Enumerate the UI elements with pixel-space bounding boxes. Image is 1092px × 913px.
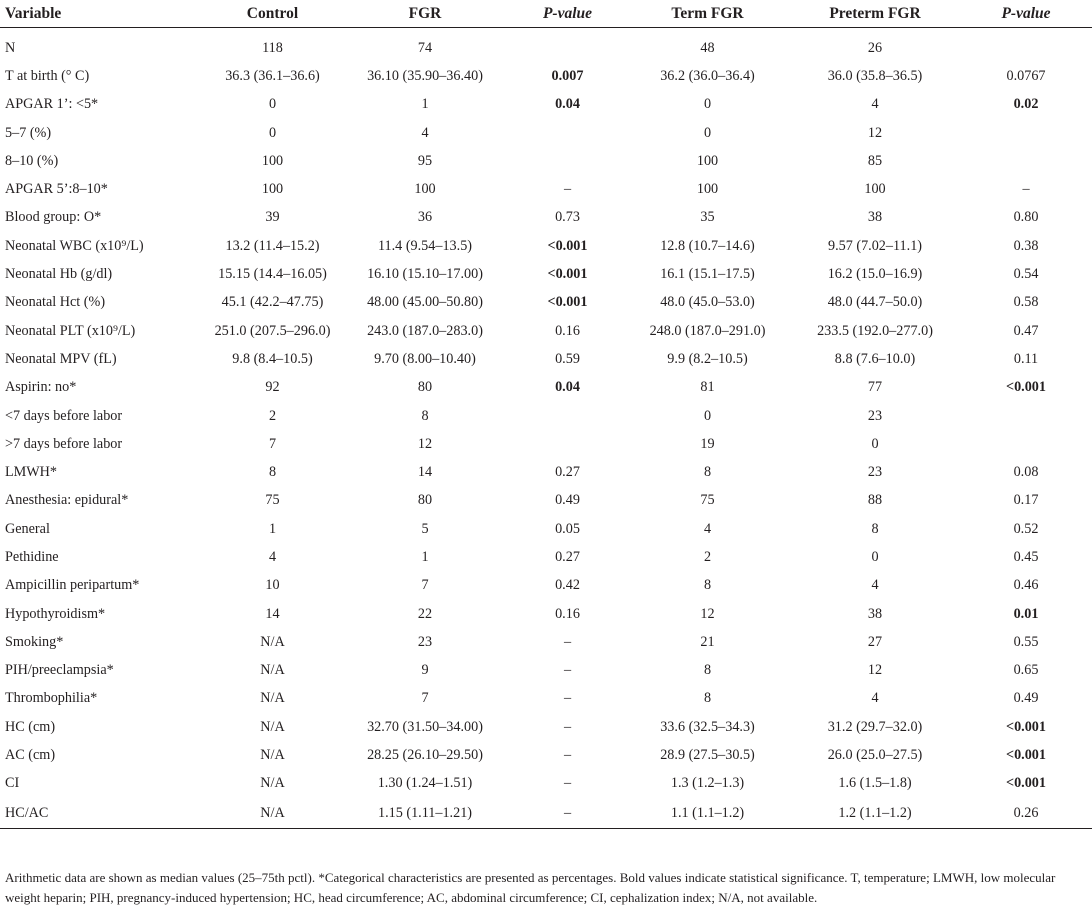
variable-cell: General xyxy=(5,520,50,537)
term-fgr-cell: 8 xyxy=(703,690,712,707)
table-row xyxy=(0,572,1092,600)
term-fgr-cell: 100 xyxy=(696,181,719,198)
term-fgr-cell: 28.9 (27.5–30.5) xyxy=(660,747,755,764)
p-value-2-cell xyxy=(960,430,1092,458)
fgr-cell: 1.15 (1.11–1.21) xyxy=(340,798,510,829)
preterm-fgr-cell: 8 xyxy=(871,520,879,537)
preterm-fgr-cell: 38 xyxy=(867,209,883,226)
term-fgr-cell: 2 xyxy=(703,548,712,565)
variable-cell: PIH/preeclampsia* xyxy=(5,662,114,679)
preterm-fgr-cell: 100 xyxy=(864,181,886,198)
p-value-cell xyxy=(510,147,625,175)
term-fgr-cell: 35 xyxy=(700,209,715,226)
preterm-fgr-cell: 88 xyxy=(867,492,883,509)
table-row xyxy=(0,430,1092,458)
preterm-fgr-cell: 0 xyxy=(871,548,879,565)
p-value-2-cell: 0.55 xyxy=(1013,633,1039,650)
p-value-2-cell: 0.58 xyxy=(1013,294,1039,311)
header-term-fgr: Term FGR xyxy=(625,0,790,28)
table-header xyxy=(0,0,1092,28)
p-value-cell: <0.001 xyxy=(547,266,588,283)
variable-cell: Ampicillin peripartum* xyxy=(5,577,140,594)
table-row xyxy=(0,317,1092,345)
p-value-2-cell: 0.54 xyxy=(1013,266,1039,283)
variable-cell: Neonatal WBC (x10⁹/L) xyxy=(5,237,144,254)
fgr-cell: 74 xyxy=(417,39,433,56)
p-value-2-cell xyxy=(960,28,1092,63)
preterm-fgr-cell: 16.2 (15.0–16.9) xyxy=(827,266,923,283)
control-cell: N/A xyxy=(260,662,285,679)
control-cell: N/A xyxy=(260,690,285,707)
preterm-fgr-cell: 4 xyxy=(871,690,879,707)
control-cell: 2 xyxy=(268,407,277,424)
preterm-fgr-cell: 12 xyxy=(867,662,883,679)
variable-cell: Aspirin: no* xyxy=(5,379,77,396)
term-fgr-cell: 21 xyxy=(700,633,715,650)
preterm-fgr-cell: 1.2 (1.1–1.2) xyxy=(790,798,960,829)
preterm-fgr-cell: 31.2 (29.7–32.0) xyxy=(827,718,923,735)
term-fgr-cell: 81 xyxy=(700,379,715,396)
control-cell: 39 xyxy=(265,209,280,226)
header-p-value-1 xyxy=(510,0,625,28)
variable-cell: Thrombophilia* xyxy=(5,690,98,707)
p-value-2-cell: 0.26 xyxy=(960,798,1092,829)
variable-cell: Smoking* xyxy=(5,633,64,650)
p-value-cell: – xyxy=(563,775,572,792)
variable-cell: Neonatal PLT (x10⁹/L) xyxy=(5,322,136,339)
p-value-cell xyxy=(510,28,625,63)
preterm-fgr-cell: 36.0 (35.8–36.5) xyxy=(827,67,923,84)
preterm-fgr-cell: 4 xyxy=(871,577,879,594)
p-value-cell: 0.16 xyxy=(555,322,580,339)
variable-cell: Hypothyroidism* xyxy=(5,605,106,622)
preterm-fgr-cell: 23 xyxy=(867,464,883,481)
control-cell: 10 xyxy=(265,577,280,594)
variable-cell: Neonatal MPV (fL) xyxy=(5,350,117,367)
p-value-2-cell: <0.001 xyxy=(1005,775,1046,792)
term-fgr-cell: 9.9 (8.2–10.5) xyxy=(667,350,748,367)
header-variable: Variable xyxy=(0,0,205,28)
table-row xyxy=(0,62,1092,90)
p-value-2-cell: 0.0767 xyxy=(1006,67,1046,84)
variable-cell: HC (cm) xyxy=(5,718,56,735)
table-row xyxy=(0,770,1092,798)
variable-cell: LMWH* xyxy=(5,464,58,481)
term-fgr-cell: 16.1 (15.1–17.5) xyxy=(660,266,755,283)
header-p-value-1-text: P-value xyxy=(542,4,593,22)
preterm-fgr-cell: 1.6 (1.5–1.8) xyxy=(838,775,912,792)
header-p-value-2 xyxy=(960,0,1092,28)
preterm-fgr-cell: 77 xyxy=(867,379,883,396)
table-row xyxy=(0,713,1092,741)
fgr-cell: 4 xyxy=(421,124,429,141)
fgr-cell: 243.0 (187.0–283.0) xyxy=(367,322,483,339)
fgr-cell: 7 xyxy=(421,690,429,707)
p-value-cell: – xyxy=(510,798,625,829)
p-value-cell: 0.42 xyxy=(555,577,580,594)
preterm-fgr-cell: 26 xyxy=(867,39,883,56)
table-row xyxy=(0,402,1092,430)
p-value-2-cell: 0.45 xyxy=(1013,548,1039,565)
fgr-cell: 80 xyxy=(417,379,433,396)
variable-cell: Neonatal Hct (%) xyxy=(5,294,106,311)
p-value-2-cell xyxy=(960,402,1092,430)
variable-cell: CI xyxy=(5,775,20,792)
p-value-cell: – xyxy=(563,690,572,707)
p-value-cell xyxy=(510,430,625,458)
control-cell: 75 xyxy=(265,492,280,509)
p-value-cell: 0.59 xyxy=(555,350,580,367)
fgr-cell: 28.25 (26.10–29.50) xyxy=(367,747,483,764)
term-fgr-cell: 0 xyxy=(703,124,712,141)
p-value-cell xyxy=(510,119,625,147)
table-row xyxy=(0,147,1092,175)
p-value-cell: – xyxy=(563,747,572,764)
term-fgr-cell: 12 xyxy=(700,605,715,622)
p-value-cell: 0.05 xyxy=(555,520,580,537)
table-row xyxy=(0,487,1092,515)
p-value-cell: 0.73 xyxy=(555,209,580,226)
p-value-cell: <0.001 xyxy=(547,294,588,311)
variable-cell: N xyxy=(5,39,16,56)
term-fgr-cell: 12.8 (10.7–14.6) xyxy=(660,237,755,254)
term-fgr-cell: 36.2 (36.0–36.4) xyxy=(660,67,755,84)
control-cell: 251.0 (207.5–296.0) xyxy=(214,322,331,339)
term-fgr-cell: 48.0 (45.0–53.0) xyxy=(660,294,755,311)
fgr-cell: 80 xyxy=(417,492,433,509)
table-footnote: Arithmetic data are shown as median values (25–75th pctl). *Categorical characteristics are presented as percentages. Bold values indicate statistical significance. T, temperature; LMWH, low molecular weight heparin; PIH, pregnancy-induced hypertension; HC, head circumference; AC, abdominal circumference; CI, cephalization index; N/A, not available. xyxy=(5,870,1056,905)
control-cell: 0 xyxy=(268,124,277,141)
table-body xyxy=(0,28,1092,829)
table-row xyxy=(0,204,1092,232)
table-row xyxy=(0,345,1092,373)
p-value-2-cell: 0.08 xyxy=(1013,464,1039,481)
p-value-2-cell: 0.17 xyxy=(1013,492,1039,509)
preterm-fgr-cell: 8.8 (7.6–10.0) xyxy=(834,350,916,367)
variable-cell: <7 days before labor xyxy=(5,407,123,424)
table-row xyxy=(0,685,1092,713)
table-row xyxy=(0,91,1092,119)
preterm-fgr-cell: 12 xyxy=(867,124,883,141)
variable-cell: Pethidine xyxy=(5,548,59,565)
preterm-fgr-cell: 85 xyxy=(867,152,883,169)
fgr-cell: 9 xyxy=(421,662,429,679)
p-value-cell: – xyxy=(563,718,572,735)
variable-cell: T at birth (° C) xyxy=(5,67,90,84)
p-value-2-cell xyxy=(960,119,1092,147)
variable-cell: AC (cm) xyxy=(5,747,56,764)
p-value-cell: 0.04 xyxy=(555,96,580,113)
p-value-cell: – xyxy=(563,633,572,650)
term-fgr-cell: 1.1 (1.1–1.2) xyxy=(625,798,790,829)
p-value-2-cell: 0.49 xyxy=(1013,690,1039,707)
variable-cell: Anesthesia: epidural* xyxy=(5,492,129,509)
p-value-2-cell: <0.001 xyxy=(1005,379,1046,396)
control-cell: 0 xyxy=(268,96,277,113)
control-cell: 100 xyxy=(261,152,284,169)
fgr-cell: 23 xyxy=(417,633,433,650)
variable-cell: APGAR 5’:8–10* xyxy=(5,181,108,198)
control-cell: 45.1 (42.2–47.75) xyxy=(221,294,324,311)
fgr-cell: 48.00 (45.00–50.80) xyxy=(367,294,483,311)
variable-cell: APGAR 1’: <5* xyxy=(5,96,99,113)
p-value-2-cell xyxy=(960,147,1092,175)
term-fgr-cell: 8 xyxy=(703,577,712,594)
control-cell: 14 xyxy=(265,605,280,622)
fgr-cell: 7 xyxy=(421,577,429,594)
term-fgr-cell: 248.0 (187.0–291.0) xyxy=(649,322,766,339)
p-value-2-cell: 0.46 xyxy=(1013,577,1039,594)
preterm-fgr-cell: 38 xyxy=(867,605,883,622)
p-value-2-cell: <0.001 xyxy=(1005,747,1046,764)
p-value-2-cell: 0.01 xyxy=(1013,605,1039,622)
preterm-fgr-cell: 26.0 (25.0–27.5) xyxy=(827,747,923,764)
fgr-cell: 36.10 (35.90–36.40) xyxy=(367,67,483,84)
control-cell: 4 xyxy=(268,548,277,565)
p-value-cell: 0.27 xyxy=(555,548,580,565)
fgr-cell: 11.4 (9.54–13.5) xyxy=(377,237,473,254)
preterm-fgr-cell: 23 xyxy=(867,407,883,424)
p-value-2-cell: 0.80 xyxy=(1013,209,1039,226)
control-cell: 9.8 (8.4–10.5) xyxy=(232,350,313,367)
table-row xyxy=(0,515,1092,543)
control-cell: 13.2 (11.4–15.2) xyxy=(225,237,320,254)
term-fgr-cell: 1.3 (1.2–1.3) xyxy=(670,775,745,792)
fgr-cell: 8 xyxy=(421,407,429,424)
fgr-cell: 1 xyxy=(421,96,429,113)
term-fgr-cell: 0 xyxy=(703,96,712,113)
term-fgr-cell: 0 xyxy=(703,407,712,424)
table-row xyxy=(0,657,1092,685)
control-cell: 118 xyxy=(262,39,283,56)
preterm-fgr-cell: 233.5 (192.0–277.0) xyxy=(817,322,933,339)
table-row xyxy=(0,232,1092,260)
term-fgr-cell: 75 xyxy=(700,492,715,509)
header-control: Control xyxy=(205,0,340,28)
variable-cell: 5–7 (%) xyxy=(5,124,52,141)
preterm-fgr-cell: 48.0 (44.7–50.0) xyxy=(827,294,923,311)
fgr-cell: 22 xyxy=(417,605,433,622)
control-cell: N/A xyxy=(205,798,340,829)
p-value-cell: 0.27 xyxy=(555,464,580,481)
term-fgr-cell: 19 xyxy=(700,435,715,452)
term-fgr-cell: 48 xyxy=(700,39,715,56)
variable-cell: >7 days before labor xyxy=(5,435,123,452)
variable-cell: HC/AC xyxy=(0,798,205,829)
fgr-cell: 1.30 (1.24–1.51) xyxy=(377,775,473,792)
p-value-2-cell: 0.52 xyxy=(1013,520,1039,537)
preterm-fgr-cell: 0 xyxy=(871,435,879,452)
p-value-cell: – xyxy=(563,662,572,679)
fgr-cell: 36 xyxy=(417,209,433,226)
table-row xyxy=(0,289,1092,317)
p-value-2-cell: – xyxy=(1022,181,1030,198)
p-value-cell xyxy=(510,402,625,430)
table-row xyxy=(0,28,1092,63)
table-row xyxy=(0,260,1092,288)
fgr-cell: 95 xyxy=(417,152,433,169)
control-cell: 7 xyxy=(268,435,277,452)
control-cell: N/A xyxy=(260,633,285,650)
term-fgr-cell: 33.6 (32.5–34.3) xyxy=(660,718,755,735)
control-cell: 36.3 (36.1–36.6) xyxy=(225,67,320,84)
preterm-fgr-cell: 9.57 (7.02–11.1) xyxy=(827,237,923,254)
header-p-value-2-text: P-value xyxy=(1001,4,1051,22)
term-fgr-cell: 8 xyxy=(703,662,712,679)
term-fgr-cell: 8 xyxy=(703,464,712,481)
p-value-cell: – xyxy=(563,181,572,198)
preterm-fgr-cell: 4 xyxy=(871,96,879,113)
control-cell: N/A xyxy=(260,775,285,792)
term-fgr-cell: 4 xyxy=(703,520,712,537)
p-value-cell: 0.16 xyxy=(555,605,580,622)
table-row xyxy=(0,798,1092,829)
control-cell: 8 xyxy=(268,464,277,481)
control-cell: 15.15 (14.4–16.05) xyxy=(218,266,327,283)
table-row xyxy=(0,543,1092,571)
header-row xyxy=(0,0,1092,28)
fgr-cell: 32.70 (31.50–34.00) xyxy=(367,718,483,735)
variable-cell: Neonatal Hb (g/dl) xyxy=(5,266,113,283)
p-value-2-cell: 0.38 xyxy=(1013,237,1039,254)
p-value-2-cell: 0.65 xyxy=(1013,662,1039,679)
p-value-cell: 0.007 xyxy=(551,67,584,84)
table-row xyxy=(0,628,1092,656)
control-cell: 1 xyxy=(268,520,277,537)
fgr-cell: 9.70 (8.00–10.40) xyxy=(374,350,476,367)
variable-cell: Blood group: O* xyxy=(5,209,102,226)
variable-cell: 8–10 (%) xyxy=(5,152,59,169)
control-cell: N/A xyxy=(260,747,285,764)
fgr-cell: 100 xyxy=(414,181,436,198)
fgr-cell: 16.10 (15.10–17.00) xyxy=(367,266,483,283)
header-preterm-fgr: Preterm FGR xyxy=(790,0,960,28)
table-row xyxy=(0,374,1092,402)
p-value-2-cell: 0.47 xyxy=(1013,322,1039,339)
p-value-cell: 0.49 xyxy=(555,492,580,509)
table-row xyxy=(0,119,1092,147)
p-value-2-cell: 0.02 xyxy=(1013,96,1039,113)
table-row xyxy=(0,175,1092,203)
control-cell: N/A xyxy=(260,718,285,735)
fgr-cell: 5 xyxy=(421,520,429,537)
table-row xyxy=(0,600,1092,628)
fgr-cell: 12 xyxy=(417,435,433,452)
table-row xyxy=(0,458,1092,486)
p-value-cell: 0.04 xyxy=(555,379,580,396)
fgr-cell: 1 xyxy=(421,548,429,565)
term-fgr-cell: 100 xyxy=(696,152,719,169)
header-fgr: FGR xyxy=(340,0,510,28)
p-value-cell: <0.001 xyxy=(547,237,588,254)
preterm-fgr-cell: 27 xyxy=(867,633,883,650)
table-row xyxy=(0,741,1092,769)
p-value-2-cell: <0.001 xyxy=(1005,718,1046,735)
fgr-cell: 14 xyxy=(417,464,433,481)
control-cell: 100 xyxy=(261,181,284,198)
control-cell: 92 xyxy=(265,379,280,396)
p-value-2-cell: 0.11 xyxy=(1013,350,1039,367)
